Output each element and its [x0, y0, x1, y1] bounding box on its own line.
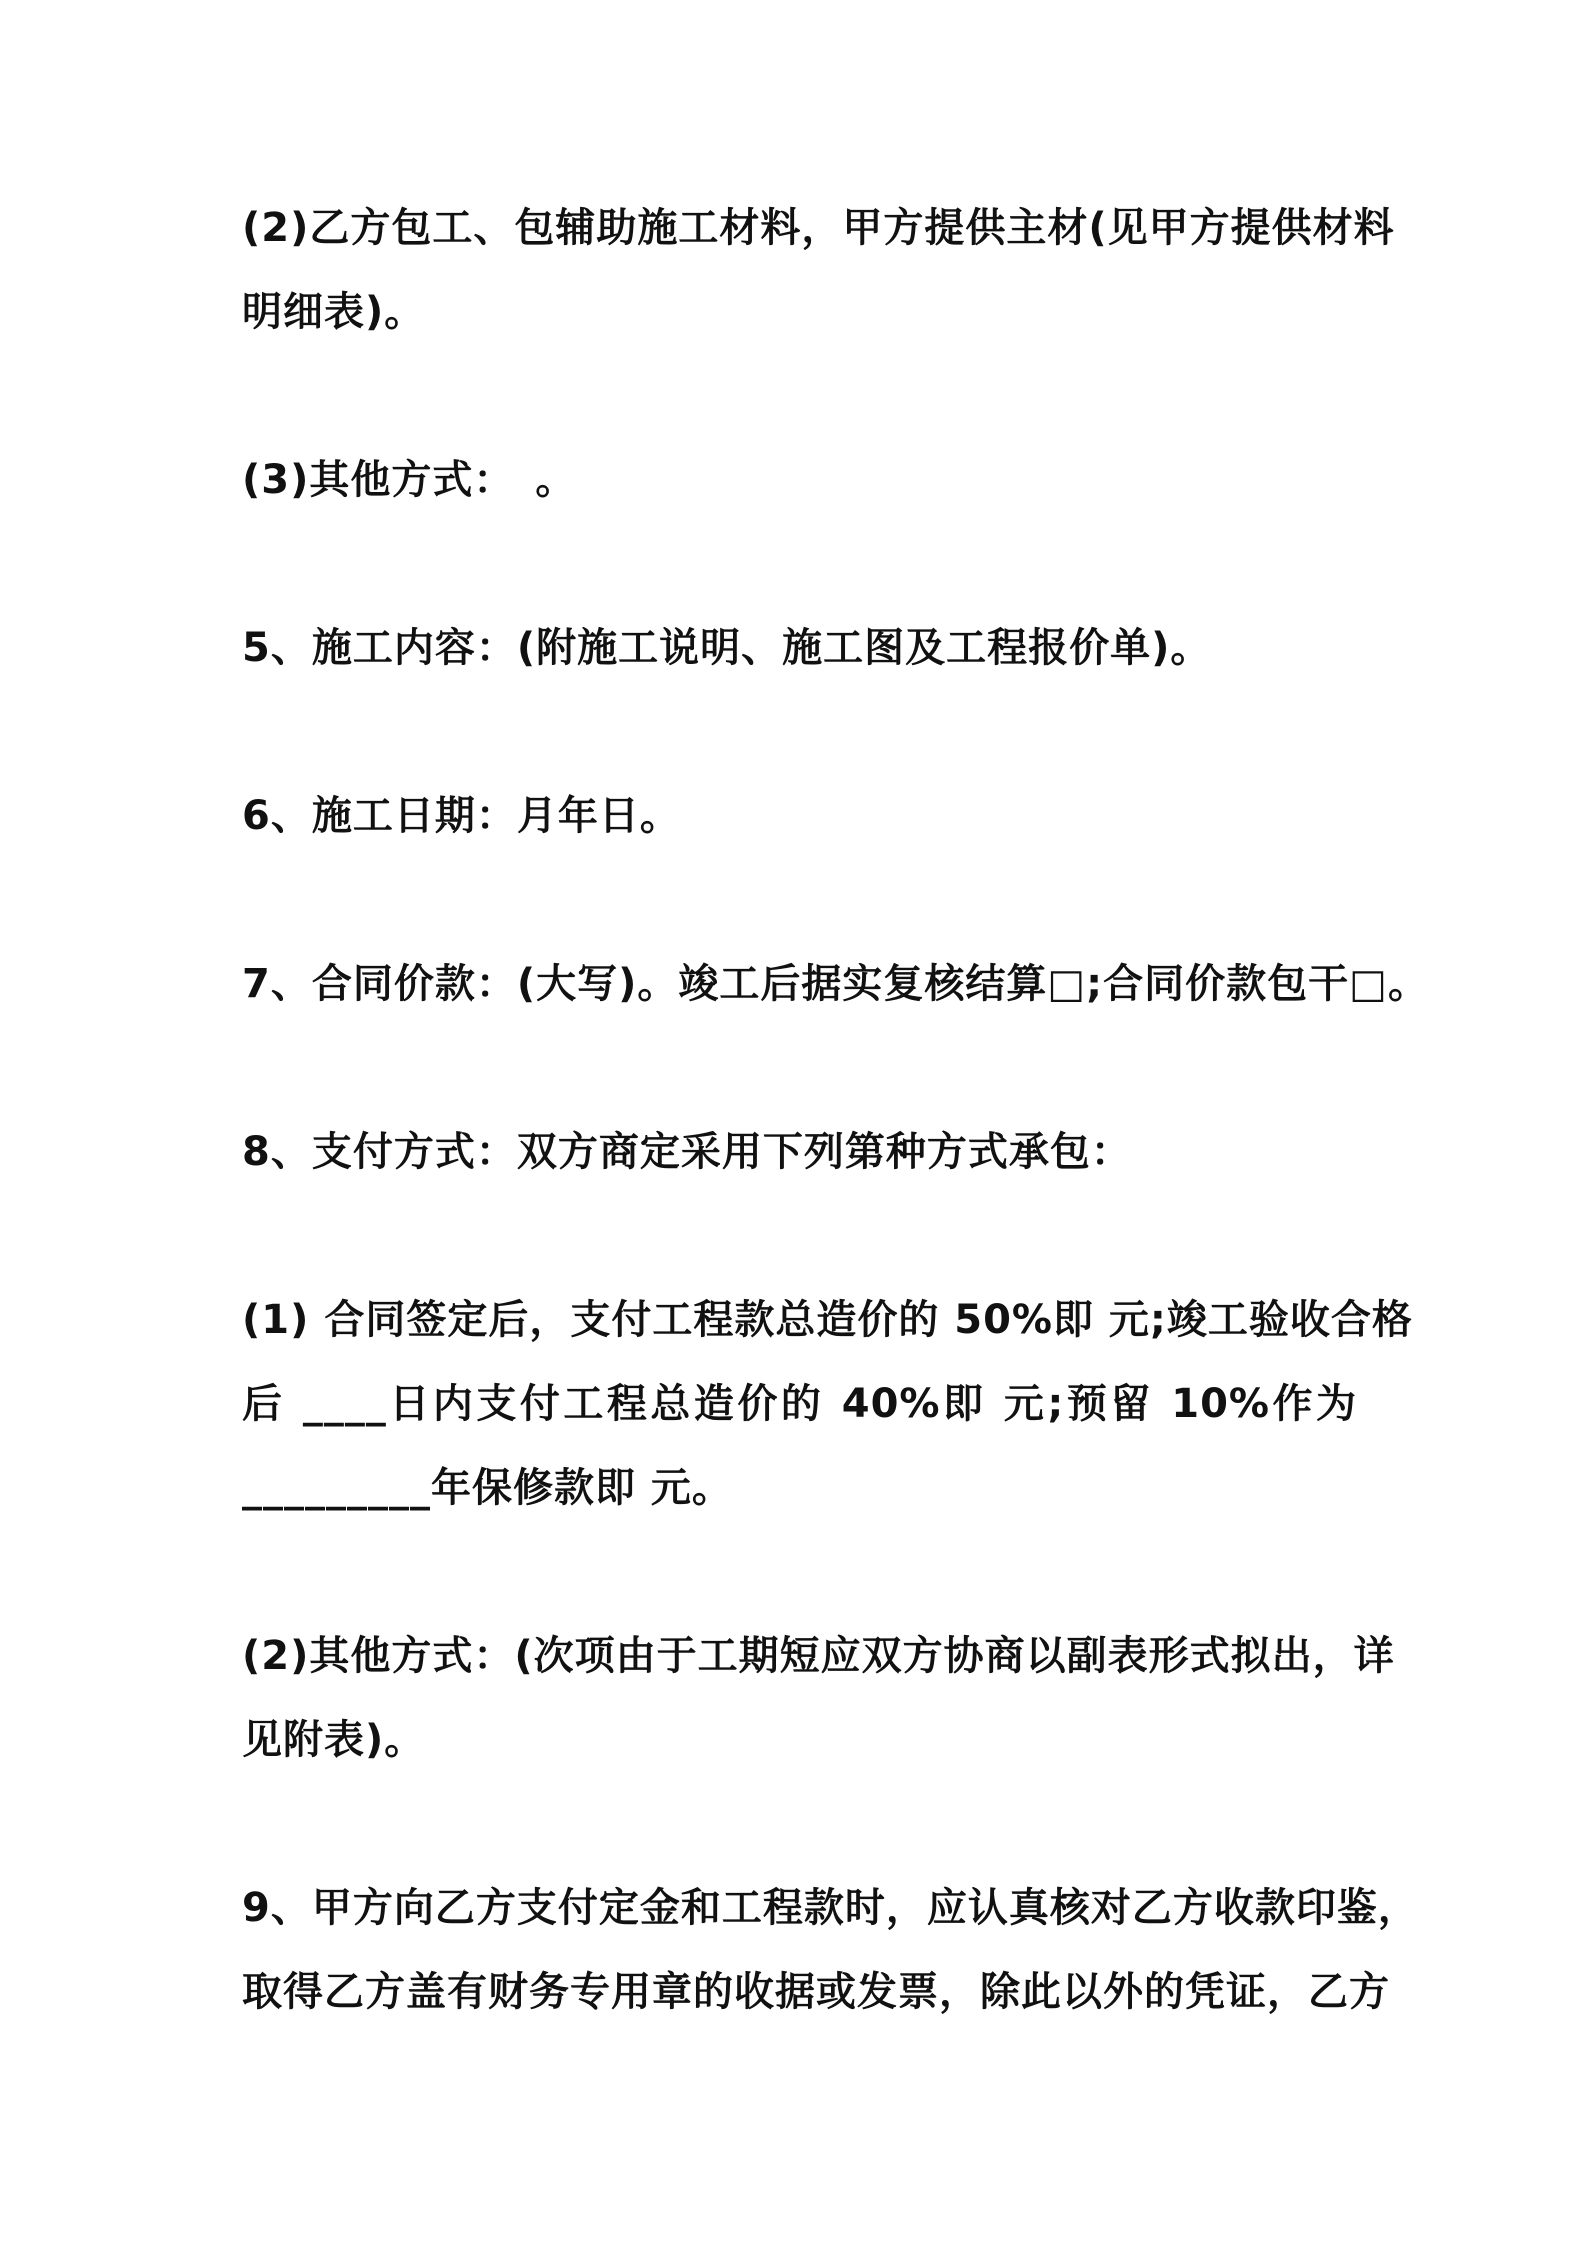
paragraph-line: 5、施工内容：(附施工说明、施工图及工程报价单)。: [242, 625, 1212, 671]
paragraph-line: (3)其他方式： 。: [242, 457, 577, 503]
paragraph-contract-price: [242, 942, 1429, 1026]
paragraph-line: 后 ____日内支付工程总造价的 40%即 元;预留 10%作为: [242, 1381, 1357, 1427]
paragraph-line: 9、甲方向乙方支付定金和工程款时，应认真核对乙方收款印鉴，: [242, 1885, 1419, 1931]
paragraph-line: 8、支付方式：双方商定采用下列第种方式承包：: [242, 1129, 1132, 1175]
paragraph-line: (1) 合同签定后，支付工程款总造价的 50%即 元;竣工验收合格: [242, 1297, 1413, 1343]
paragraph-line: 取得乙方盖有财务专用章的收据或发票，除此以外的凭证，乙方: [242, 1969, 1390, 2015]
paragraph-contract-material: [242, 186, 1395, 354]
paragraph-line: _________年保修款即 元。: [242, 1465, 733, 1511]
paragraph-line: 见附表)。: [242, 1717, 426, 1763]
paragraph-line: (2)其他方式：(次项由于工期短应双方协商以副表形式拟出，详: [242, 1633, 1395, 1679]
paragraph-other-method: [242, 438, 1357, 522]
paragraph-payment-option-1: [242, 1278, 1413, 1530]
paragraph-line: (2)乙方包工、包辅助施工材料，甲方提供主材(见甲方提供材料: [242, 205, 1395, 251]
paragraph-line: 明细表)。: [242, 289, 426, 335]
paragraph-payment-verification: [242, 1866, 1419, 2034]
paragraph-construction-content: [242, 606, 1357, 690]
paragraph-payment-method: [242, 1110, 1357, 1194]
paragraph-line: 6、施工日期：月年日。: [242, 793, 681, 839]
paragraph-construction-date: [242, 774, 1357, 858]
paragraph-line: 7、合同价款：(大写)。竣工后据实复核结算□;合同价款包干□。: [242, 961, 1429, 1007]
paragraph-payment-option-2: [242, 1614, 1395, 1782]
